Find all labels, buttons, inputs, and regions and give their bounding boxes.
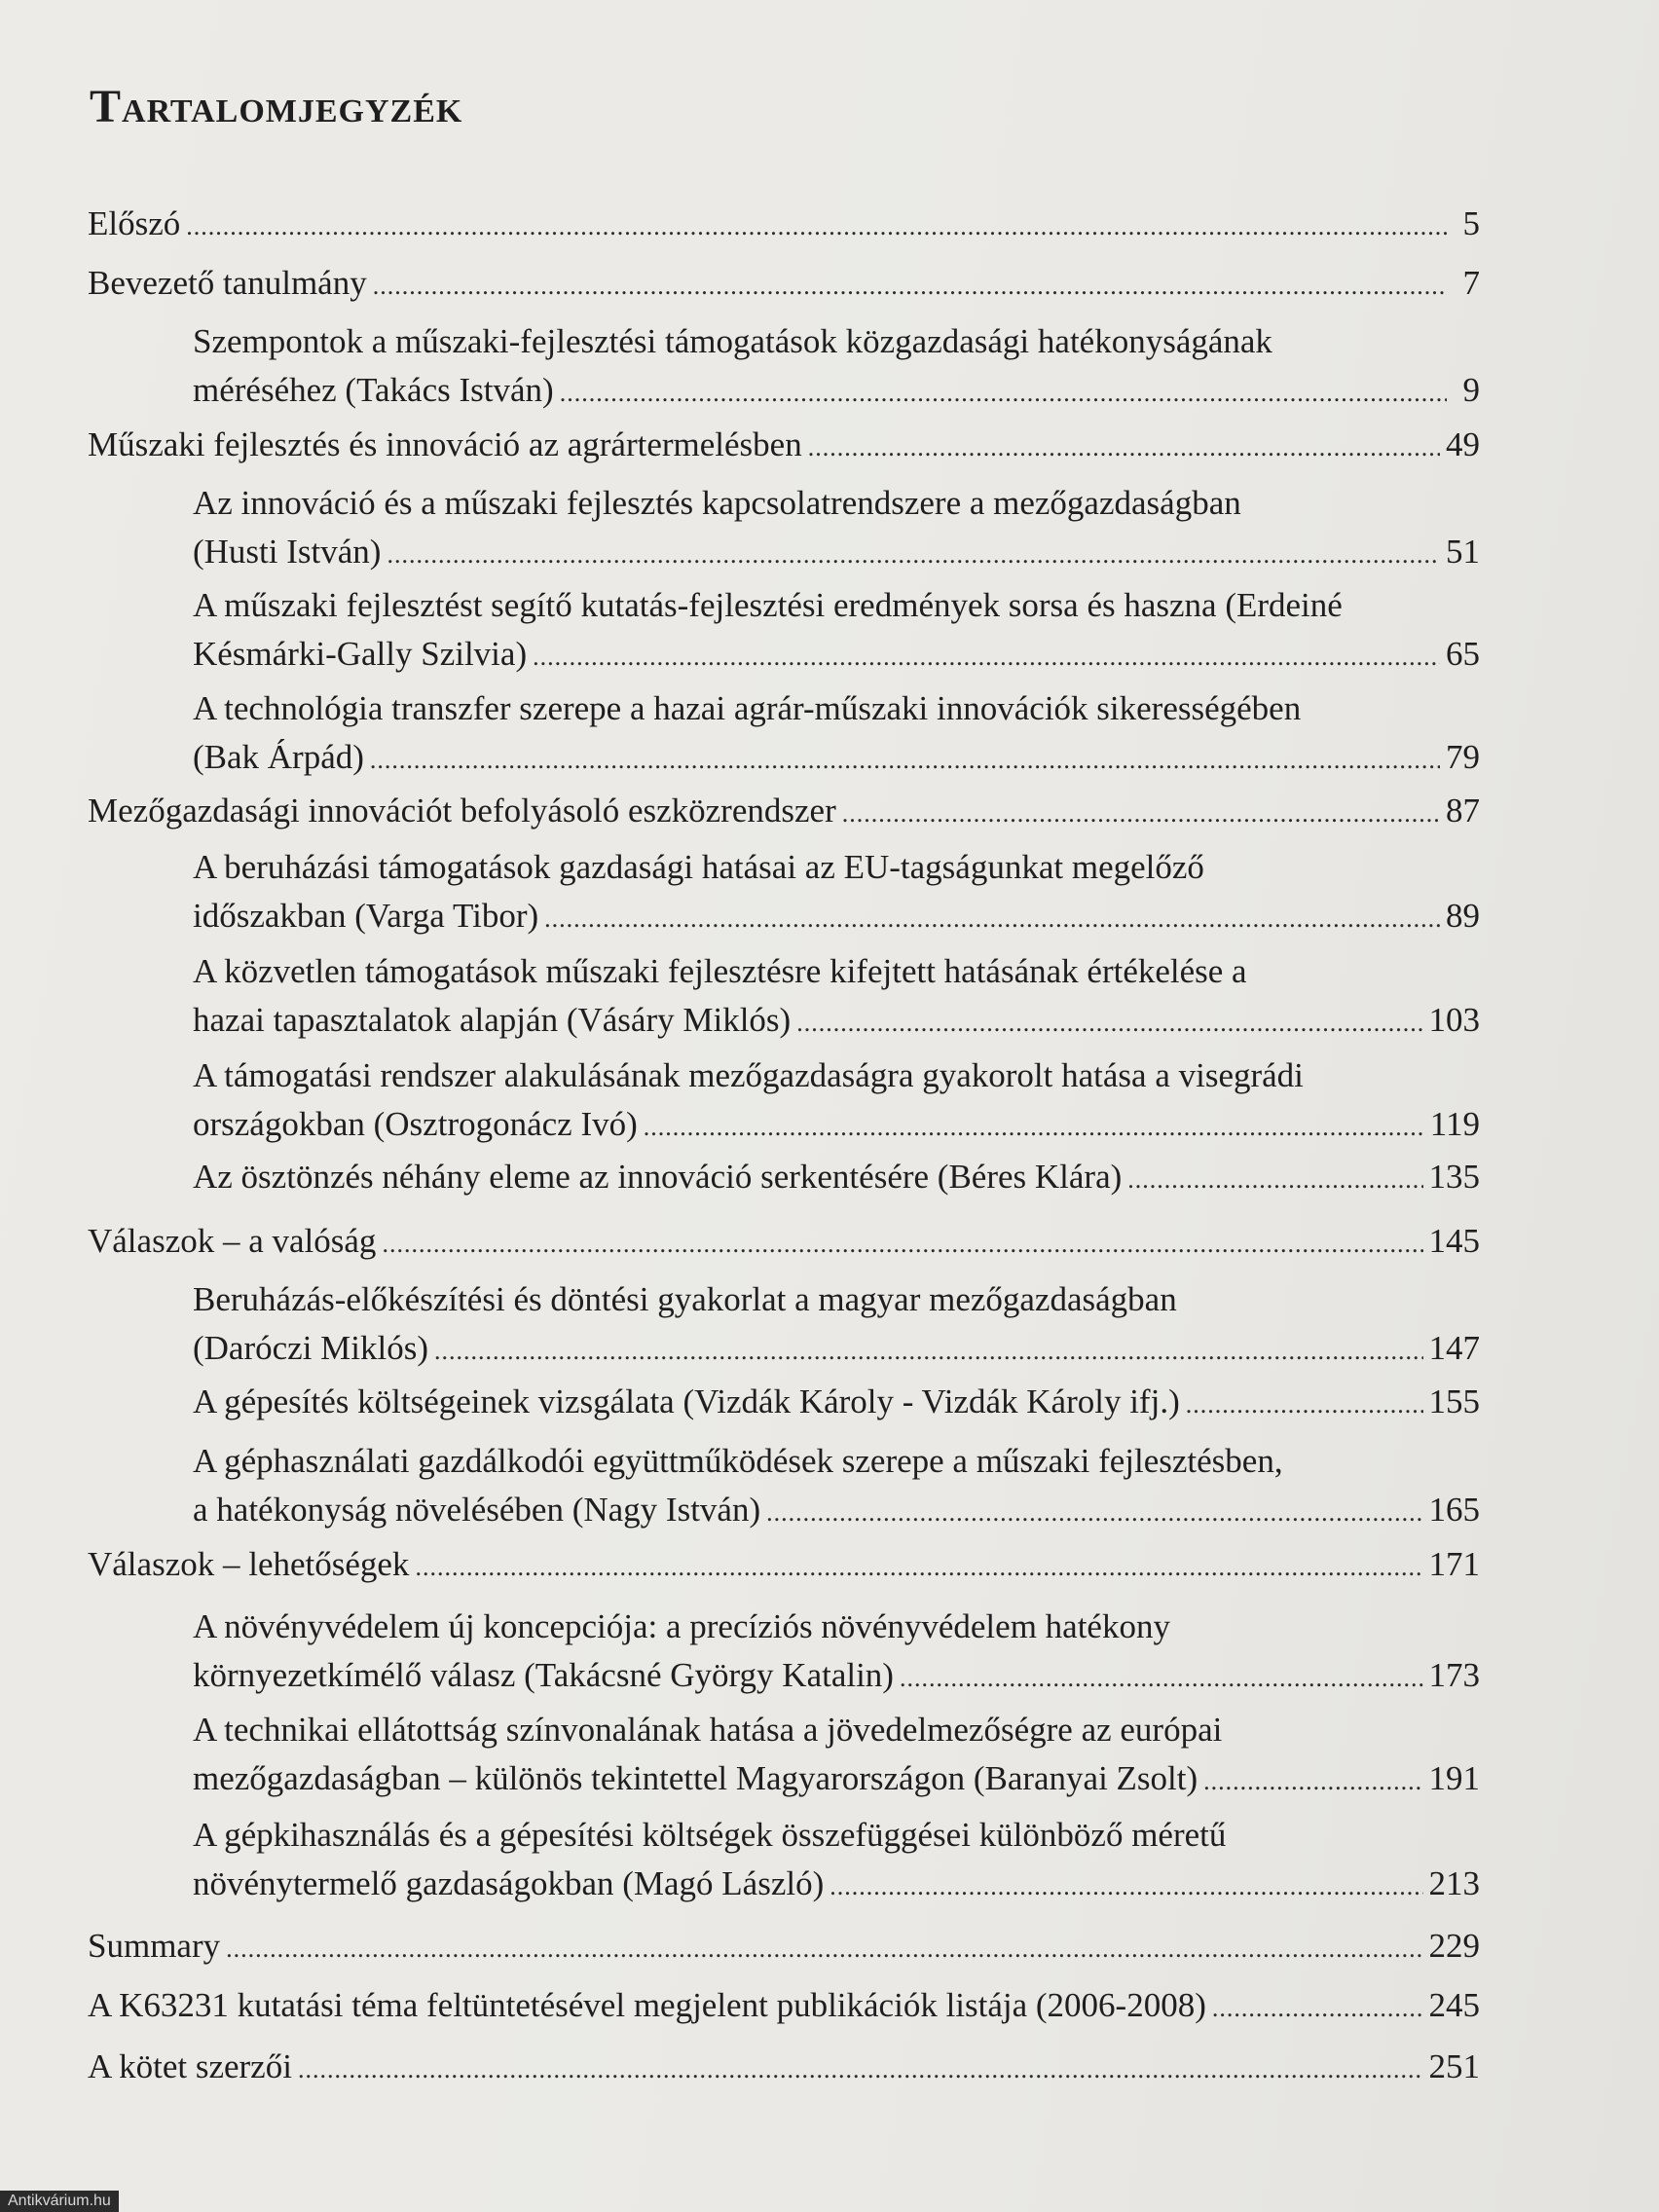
toc-entry-text: A gépesítés költségeinek vizsgálata (Vizdák Károly - Vizdák Károly ifj.) <box>193 1382 1180 1420</box>
toc-page-number: 119 <box>1429 1105 1480 1143</box>
toc-entry-text: A közvetlen támogatások műszaki fejlesztésre kifejtett hatásának értékelése a <box>193 952 1247 990</box>
toc-entry-text: hazai tapasztalatok alapján (Vásáry Miklós) <box>193 1001 792 1039</box>
toc-entry-text: (Husti István) <box>193 533 382 571</box>
leader-dots <box>434 1327 1422 1376</box>
toc-page-number: 103 <box>1428 1001 1480 1039</box>
toc-entry-text: A kötet szerzői <box>88 2047 292 2085</box>
toc-entry-text: Bevezető tanulmány <box>88 264 367 302</box>
leader-dots <box>387 531 1440 579</box>
toc-entry-text: Válaszok – lehetőségek <box>88 1545 410 1583</box>
toc-entry <box>193 1603 1480 1703</box>
toc-entry-text: A növényvédelem új koncepciója: a precíziós növényvédelem hatékony <box>193 1607 1170 1645</box>
toc-entry-text: Az innováció és a műszaki fejlesztés kapcsolatrendszere a mezőgazdaságban <box>193 484 1241 522</box>
toc-entry-text: országokban (Osztrogonácz Ivó) <box>193 1105 638 1143</box>
leader-dots <box>842 790 1440 838</box>
toc-entry-text: növénytermelő gazdaságokban (Magó László) <box>193 1864 825 1902</box>
toc-page-number: 147 <box>1428 1329 1480 1367</box>
toc-page-number: 135 <box>1428 1158 1480 1196</box>
toc-entry <box>193 1437 1480 1537</box>
toc-entry-text: Előszó <box>88 204 181 242</box>
toc-entry-text: A műszaki fejlesztést segítő kutatás-fejlesztési eredmények sorsa és haszna (Erdeiné <box>193 586 1343 624</box>
toc-page-number: 51 <box>1446 533 1480 571</box>
toc-page-number: 145 <box>1428 1222 1480 1260</box>
leader-dots <box>544 895 1440 943</box>
leader-dots <box>186 203 1447 251</box>
toc-entry <box>88 259 1480 311</box>
toc-entry <box>88 1981 1480 2033</box>
toc-page-number: 9 <box>1462 371 1480 409</box>
toc-entry-text: Az ösztönzés néhány eleme az innováció serkentésére (Béres Klára) <box>193 1158 1123 1196</box>
toc-entry-text: Summary <box>88 1927 221 1965</box>
toc-page-number: 171 <box>1428 1545 1480 1583</box>
leader-dots <box>900 1654 1423 1703</box>
toc-page-number: 213 <box>1428 1864 1480 1902</box>
leader-dots <box>766 1489 1422 1537</box>
toc-entry-text: méréséhez (Takács István) <box>193 371 554 409</box>
toc-page-number: 191 <box>1428 1759 1480 1797</box>
leader-dots <box>1212 1984 1423 2033</box>
toc-entry-text: A technológia transzfer szerepe a hazai agrár-műszaki innovációk sikerességében <box>193 689 1302 727</box>
toc-entry <box>193 684 1480 785</box>
toc-entry-text: a hatékonyság növelésében (Nagy István) <box>193 1491 761 1529</box>
leader-dots <box>1186 1381 1423 1429</box>
toc-entry-text: Beruházás-előkészítési és döntési gyakorlat a magyar mezőgazdaságban <box>193 1280 1177 1318</box>
leader-dots <box>1203 1757 1422 1806</box>
toc-page-number: 89 <box>1446 897 1480 935</box>
toc-entry-text: időszakban (Varga Tibor) <box>193 897 539 935</box>
toc-entry <box>193 479 1480 579</box>
toc-entry <box>193 317 1480 418</box>
toc-entry-text: Mezőgazdasági innovációt befolyásoló eszközrendszer <box>88 792 836 830</box>
toc-entry <box>88 2043 1480 2094</box>
toc-page-number: 173 <box>1428 1656 1480 1694</box>
toc-entry <box>88 787 1480 838</box>
leader-dots <box>226 1925 1422 1973</box>
toc-entry-text: A géphasználati gazdálkodói együttműködések szerepe a műszaki fejlesztésben, <box>193 1442 1283 1480</box>
toc-page-number: 7 <box>1462 264 1480 302</box>
toc-entry <box>88 200 1480 251</box>
toc-entry <box>193 1811 1480 1911</box>
toc-page-number: 245 <box>1428 1986 1480 2024</box>
toc-entry-text: mezőgazdaságban – különös tekintettel Magyarországon (Baranyai Zsolt) <box>193 1759 1198 1797</box>
leader-dots <box>533 633 1440 682</box>
toc-page-number: 5 <box>1462 204 1480 242</box>
toc-entry <box>193 1153 1480 1204</box>
toc-page-number: 165 <box>1428 1491 1480 1529</box>
toc-entry <box>88 1540 1480 1592</box>
leader-dots <box>1127 1156 1422 1204</box>
toc-entry-text: A K63231 kutatási téma feltüntetésével megjelent publikációk listája (2006-2008) <box>88 1986 1206 2024</box>
toc-page-number: 79 <box>1446 738 1480 776</box>
leader-dots <box>644 1103 1424 1152</box>
toc-entry-text: Szempontok a műszaki-fejlesztési támogatások közgazdasági hatékonyságának <box>193 322 1272 360</box>
toc-entry <box>193 1378 1480 1429</box>
toc-entry <box>88 1922 1480 1973</box>
leader-dots <box>373 262 1447 311</box>
toc-entry-text: A támogatási rendszer alakulásának mezőgazdaságra gyakorolt hatása a visegrádi <box>193 1056 1304 1094</box>
leader-dots <box>830 1862 1422 1911</box>
leader-dots <box>796 999 1422 1048</box>
toc-entry-text: (Bak Árpád) <box>193 738 364 776</box>
leader-dots <box>370 736 1440 785</box>
leader-dots <box>415 1543 1422 1592</box>
toc-entry <box>193 1706 1480 1806</box>
toc-page-number: 87 <box>1446 792 1480 830</box>
toc-entry-text: (Daróczi Miklós) <box>193 1329 429 1367</box>
toc-entry-text: Késmárki-Gally Szilvia) <box>193 635 528 673</box>
leader-dots <box>560 369 1447 418</box>
toc-entry <box>193 1275 1480 1376</box>
toc-entry <box>88 421 1480 472</box>
toc-page-number: 65 <box>1446 635 1480 673</box>
toc-entry-text: Műszaki fejlesztés és innováció az agrártermelésben <box>88 425 802 463</box>
toc-page-number: 229 <box>1428 1927 1480 1965</box>
toc-entry-text: A gépkihasználás és a gépesítési költségek összefüggései különböző méretű <box>193 1816 1227 1854</box>
toc-page-number: 155 <box>1428 1382 1480 1420</box>
toc-entry-text: A beruházási támogatások gazdasági hatásai az EU-tagságunkat megelőző <box>193 848 1204 886</box>
toc-title: Tartalomjegyzék <box>90 81 463 132</box>
leader-dots <box>808 424 1440 472</box>
leader-dots <box>298 2046 1423 2094</box>
toc-entry-text: Válaszok – a valóság <box>88 1222 377 1260</box>
toc-entry-text: A technikai ellátottság színvonalának hatása a jövedelmezőségre az európai <box>193 1711 1223 1749</box>
toc-page-number: 251 <box>1428 2047 1480 2085</box>
toc-entry <box>88 1217 1480 1269</box>
toc-entry <box>193 1051 1480 1152</box>
watermark-label: Antikvárium.hu <box>0 2191 119 2212</box>
toc-entry-text: környezetkímélő válasz (Takácsné György Katalin) <box>193 1656 894 1694</box>
toc-entry <box>193 947 1480 1048</box>
toc-page-number: 49 <box>1446 425 1480 463</box>
leader-dots <box>382 1220 1422 1269</box>
toc-entry <box>193 581 1480 682</box>
toc-entry <box>193 843 1480 943</box>
